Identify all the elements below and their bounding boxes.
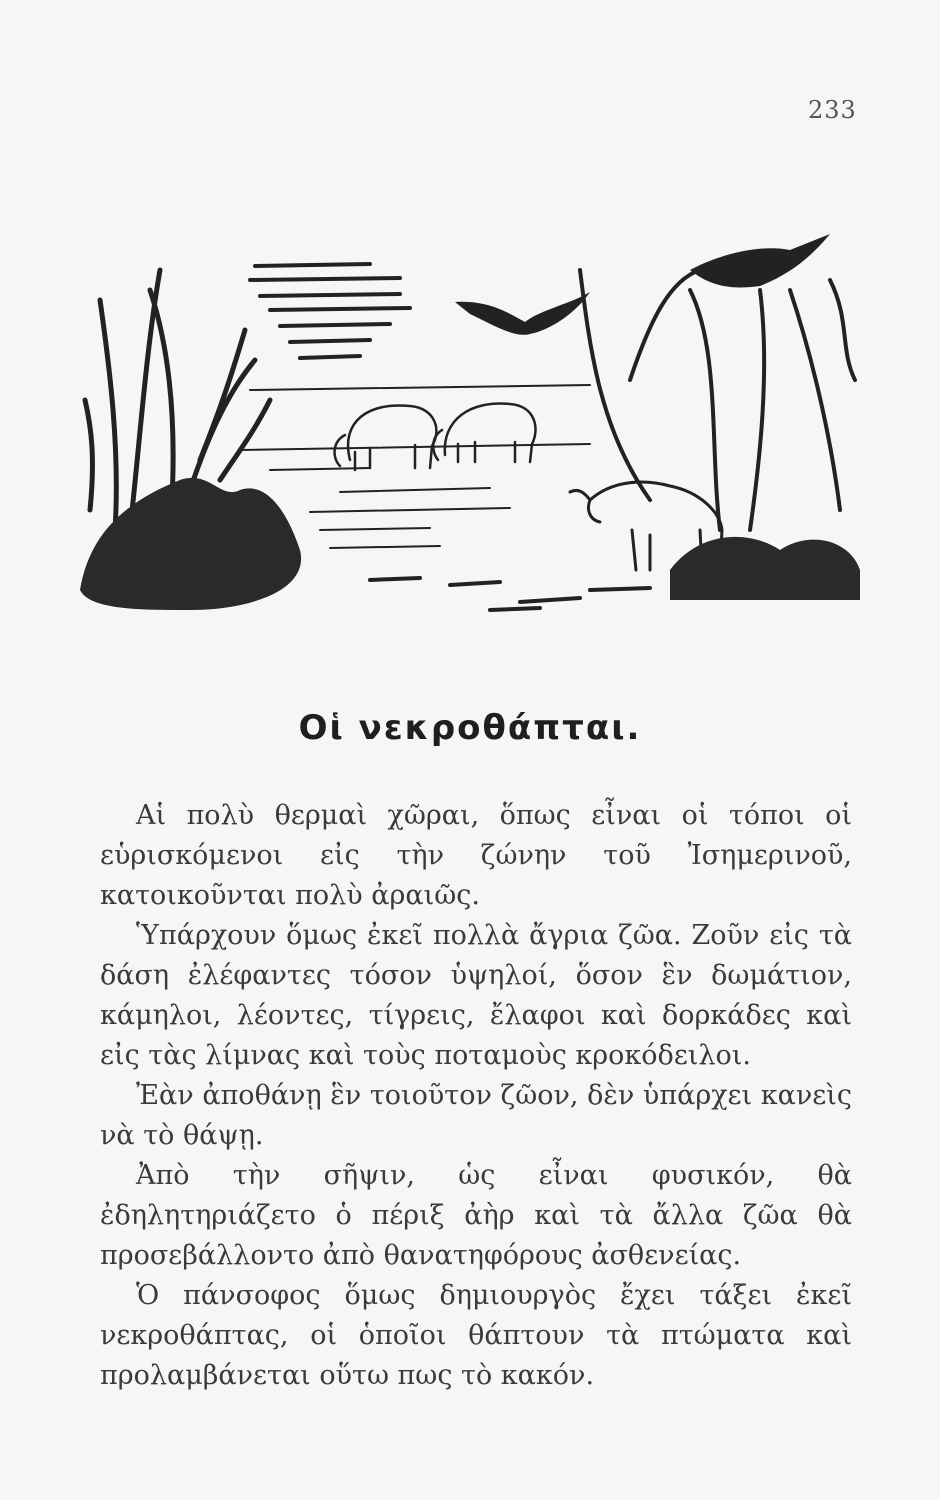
sky-hatching — [250, 264, 410, 358]
bird-top-right — [690, 234, 830, 287]
page-number: 233 — [808, 96, 857, 124]
left-bushes — [80, 478, 301, 610]
right-bushes — [670, 537, 860, 600]
paragraph: Ἐὰν ἀποθάνῃ ἓν τοιοῦτον ζῶον, δὲν ὑπάρχει κανεὶς νὰ τὸ θάψῃ. — [100, 1080, 852, 1151]
paragraph: Αἱ πολὺ θερμαὶ χῶραι, ὅπως εἶναι οἱ τόποι οἱ εὑρισκόμενοι εἰς τὴν ζώνην τοῦ Ἰσημερινοῦ, κατοικοῦνται πολὺ ἀραιῶς. — [100, 800, 852, 911]
ground-strokes — [370, 578, 650, 610]
chapter-title: Οἱ νεκροθάπται. — [298, 708, 642, 748]
bird-center — [455, 292, 590, 335]
elephants — [335, 403, 536, 470]
jungle-illustration — [70, 230, 860, 630]
right-trees — [580, 270, 855, 530]
paragraph: Ὁ πάνσοφος ὅμως δημιουργὸς ἔχει τάξει ἐκεῖ νεκροθάπτας, οἱ ὁποῖοι θάπτουν τὰ πτώματα καὶ προλαμβάνεται οὕτω πως τὸ κακόν. — [100, 1280, 852, 1391]
paragraph: Ἀπὸ τὴν σῆψιν, ὡς εἶναι φυσικόν, θὰ ἐδηλητηριάζετο ὁ πέριξ ἀὴρ καὶ τὰ ἄλλα ζῶα θὰ προσεβάλλοντο ἀπὸ θανατηφόρους ἀσθενείας. — [100, 1160, 852, 1271]
paragraph: Ὑπάρχουν ὅμως ἐκεῖ πολλὰ ἄγρια ζῶα. Ζοῦν εἰς τὰ δάση ἐλέφαντες τόσον ὑψηλοί, ὅσον ἓν δωμάτιον, κάμηλοι, λέοντες, τίγρεις, ἔλαφοι καὶ δορκάδες καὶ εἰς τὰς λίμνας καὶ τοὺς ποταμοὺς κροκόδειλοι. — [100, 920, 852, 1071]
body-text — [100, 796, 852, 1396]
